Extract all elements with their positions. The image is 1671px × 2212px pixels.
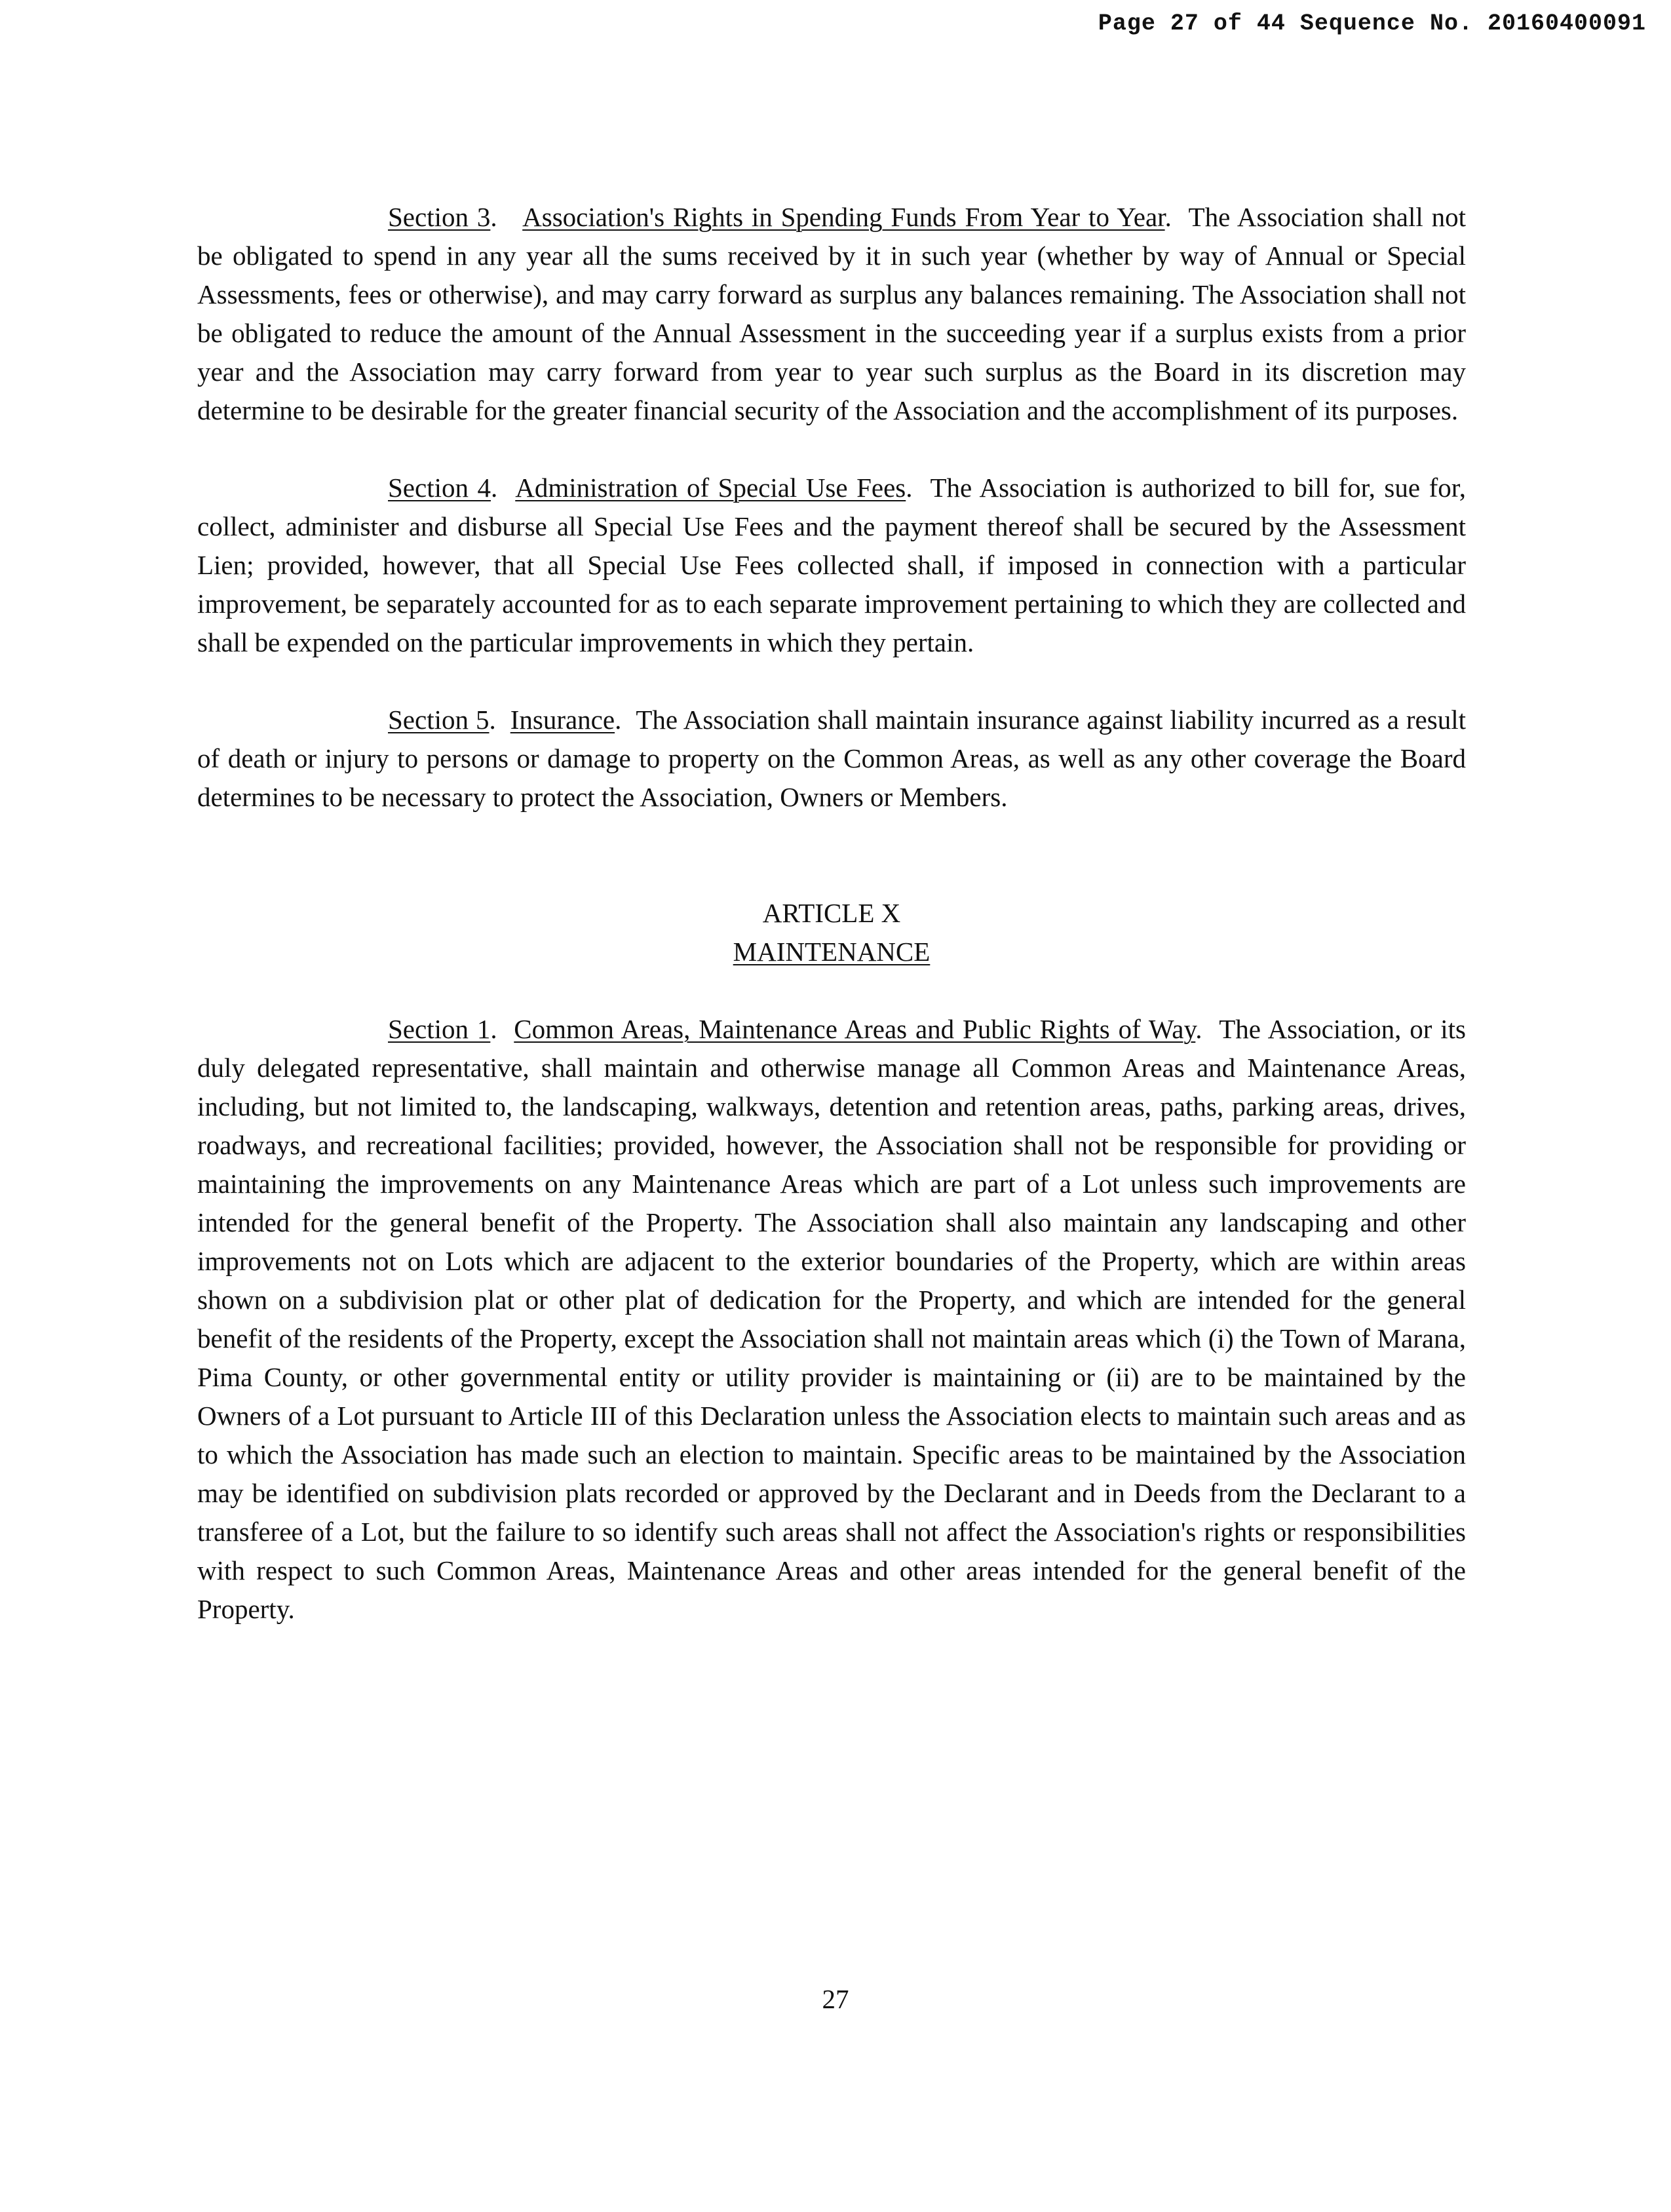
page-number: 27 [822,1984,849,2014]
article-section-1-number: Section 1 [388,1014,491,1044]
page-sequence-header: Page 27 of 44 Sequence No. 20160400091 [1098,10,1646,37]
section-4-title: Administration of Special Use Fees [515,473,906,503]
section-5-number: Section 5 [388,705,490,735]
article-section-1-body: The Association, or its duly delegated representative, shall maintain and otherwise manage all Common Areas and Maintenance Areas, including, but not limited to, the landscaping, walkways, detention and retention areas, paths, parking areas, drives, roadways, and recreational facilities; provided, however, the Association shall not be responsible for providing or maintaining the improvements on any Maintenance Areas which are part of a Lot unless such improvements are intended for the general benefit of the Property. The Association shall also maintain any landscaping and other improvements not on Lots which are adjacent to the exterior boundaries of the Property, which are within areas shown on a subdivision plat or other plat of dedication for the Property, and which are intended for the general benefit of the residents of the Property, except the Association shall not maintain areas which (i) the Town of Marana, Pima County, or other governmental entity or utility provider is maintaining or (ii) are to be maintained by the Owners of a Lot pursuant to Article III of this Declaration unless the Association elects to maintain such areas and as to which the Association has made such an election to maintain. Specific areas to be maintained by the Association may be identified on subdivision plats recorded or approved by the Declarant and in Deeds from the Declarant to a transferee of a Lot, but the failure to so identify such areas shall not affect the Association's rights or responsibilities with respect to such Common Areas, Maintenance Areas and other areas intended for the general benefit of the Property. [197,1014,1467,1624]
article-section-1-title: Common Areas, Maintenance Areas and Public Rights of Way [514,1014,1196,1044]
section-3-number: Section 3 [388,202,491,232]
article-number: ARTICLE X [762,898,901,928]
section-3-title: Association's Rights in Spending Funds From Year to Year [522,202,1165,232]
article-heading [197,894,1466,971]
document-body [197,198,1466,1629]
section-3-paragraph: Section 3. Association's Rights in Spending Funds From Year to Year. The Association shall not be obligated to spend in any year all the sums received by it in such year (whether by way of Annual or Special Assessments, fees or otherwise), and may carry forward as surplus any balances remaining. The Association shall not be obligated to reduce the amount of the Annual Assessment in the succeeding year if a surplus exists from a prior year and the Association may carry forward from year to year such surplus as the Board in its discretion may determine to be desirable for the greater financial security of the Association and the accomplishment of its purposes. [197,202,1467,425]
section-5-title: Insurance [510,705,615,735]
article-title: MAINTENANCE [733,937,931,967]
section-5-body: The Association shall maintain insurance against liability incurred as a result of death or injury to persons or damage to property on the Common Areas, as well as any other coverage the Board determines to be necessary to protect the Association, Owners or Members. [197,705,1466,812]
section-4-body: The Association is authorized to bill for, sue for, collect, administer and disburse all Special Use Fees and the payment thereof shall be secured by the Assessment Lien; provided, however, that all Special Use Fees collected shall, if imposed in connection with a particular improvement, be separately accounted for as to each separate improvement pertaining to which they are collected and shall be expended on the particular improvements in which they pertain. [197,473,1466,657]
article-section-1-paragraph: Section 1. Common Areas, Maintenance Areas and Public Rights of Way. The Association, or its duly delegated representative, shall maintain and otherwise manage all Common Areas and Maintenance Areas, including, but not limited to, the landscaping, walkways, detention and retention areas, paths, parking areas, drives, roadways, and recreational facilities; provided, however, the Association shall not be responsible for providing or maintaining the improvements on any Maintenance Areas which are part of a Lot unless such improvements are intended for the general benefit of the Property. The Association shall also maintain any landscaping and other improvements not on Lots which are adjacent to the exterior boundaries of the Property, which are within areas shown on a subdivision plat or other plat of dedication for the Property, and which are intended for the general benefit of the residents of the Property, except the Association shall not maintain areas which (i) the Town of Marana, Pima County, or other governmental entity or utility provider is maintaining or (ii) are to be maintained by the Owners of a Lot pursuant to Article III of this Declaration unless the Association elects to maintain such areas and as to which the Association has made such an election to maintain. Specific areas to be maintained by the Association may be identified on subdivision plats recorded or approved by the Declarant and in Deeds from the Declarant to a transferee of a Lot, but the failure to so identify such areas shall not affect the Association's rights or responsibilities with respect to such Common Areas, Maintenance Areas and other areas intended for the general benefit of the Property. [197,1014,1467,1624]
section-4-number: Section 4 [388,473,491,503]
section-4-paragraph: Section 4. Administration of Special Use Fees. The Association is authorized to bill for, sue for, collect, administer and disburse all Special Use Fees and the payment thereof shall be secured by the Assessment Lien; provided, however, that all Special Use Fees collected shall, if imposed in connection with a particular improvement, be separately accounted for as to each separate improvement pertaining to which they are collected and shall be expended on the particular improvements in which they pertain. [197,473,1466,657]
section-5-paragraph: Section 5. Insurance. The Association shall maintain insurance against liability incurred as a result of death or injury to persons or damage to property on the Common Areas, as well as any other coverage the Board determines to be necessary to protect the Association, Owners or Members. [197,705,1466,812]
section-3-body: The Association shall not be obligated to spend in any year all the sums received by it in such year (whether by way of Annual or Special Assessments, fees or otherwise), and may carry forward as surplus any balances remaining. The Association shall not be obligated to reduce the amount of the Annual Assessment in the succeeding year if a surplus exists from a prior year and the Association may carry forward from year to year such surplus as the Board in its discretion may determine to be desirable for the greater financial security of the Association and the accomplishment of its purposes. [197,202,1467,425]
